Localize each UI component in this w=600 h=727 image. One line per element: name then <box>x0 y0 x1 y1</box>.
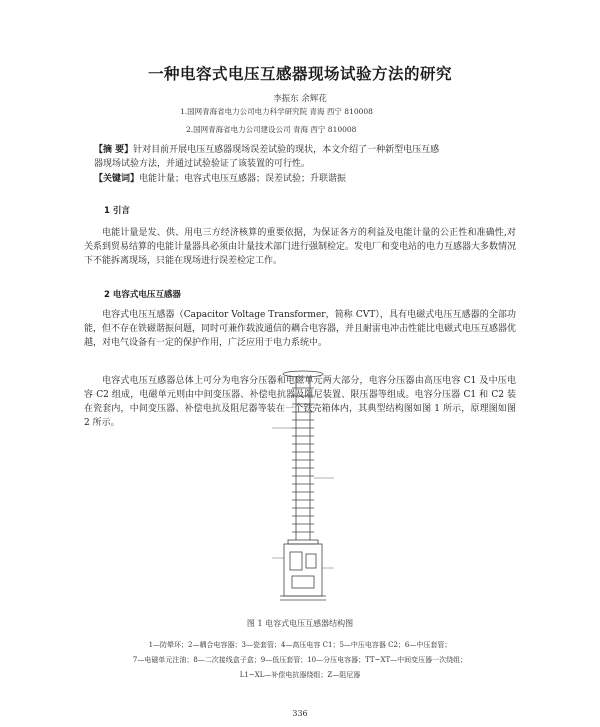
keywords: 电能计量；电容式电压互感器；误差试验；升联谐振 <box>139 174 347 184</box>
section-2-paragraph-1: 电容式电压互感器（Capacitor Voltage Transformer，简称 CVT），具有电磁式电压互感器的全部功能，但不存在铁磁谐振问题，同时可兼作载波通信的耦合电容器，并且耐雷电冲击性能比电磁式电压互感器优越，对电气设备有一定的保护作用，广泛应用于电力系统中。 <box>84 310 517 348</box>
terminal-box <box>292 576 314 588</box>
abstract <box>94 143 439 157</box>
compensating-reactor <box>306 554 316 568</box>
section-1-paragraph: 电能计量是发、供、用电三方经济核算的重要依据，为保证各方的利益及电能计量的公正性和准确性,对关系到贸易结算的电能计量器具必须由计量技术部门进行强制检定。发电厂和变电站的电力互感器大多数情况下不能拆离现场，只能在现场进行误差检定工作。 <box>84 228 517 266</box>
affiliation-1: 1.国网青海省电力公司电力科学研究院 青海 西宁 810008 <box>180 107 373 116</box>
abstract-line-1: 针对目前开展电压互感器现场误差试验的现状，本文介绍了一种新型电压互感 <box>133 145 440 155</box>
keywords-line <box>94 172 346 186</box>
abstract-label: 【摘 要】 <box>94 145 134 155</box>
paper-title: 一种电容式电压互感器现场试验方法的研究 <box>147 65 452 83</box>
section-heading-1: 1 引言 <box>104 206 130 216</box>
authors: 李振东 余辉花 <box>273 94 327 104</box>
flange <box>288 540 318 544</box>
section-heading-2: 2 电容式电压互感器 <box>104 290 181 300</box>
grading-ring <box>283 371 323 377</box>
cvt-structure-figure <box>272 368 334 608</box>
porcelain-sheds <box>292 388 314 532</box>
figure-legend-line-2: 7—电磁单元注油；8—二次接线盒子盒；9—低压套管；10—分压电容器；TT~XT—中间变压器一次绕组； <box>132 656 468 664</box>
figure-legend-line-1: 1—防晕环；2—耦合电容器；3—瓷套管；4—高压电容 C1；5—中压电容器 C2；6—中压套管； <box>148 641 452 649</box>
abstract-line-2: 器现场试验方法，并通过试验验证了该装置的可行性。 <box>94 159 311 169</box>
intermediate-transformer <box>290 552 302 570</box>
page-number: 336 <box>292 709 308 718</box>
keywords-label: 【关键词】 <box>94 174 140 184</box>
figure-caption: 图 1 电容式电压互感器结构图 <box>246 619 354 628</box>
figure-legend-line-3: L1~XL—补偿电抗器绕组；Z—阻尼器 <box>239 671 361 679</box>
section-2-paragraph-2: 电容式电压互感器总体上可分为电容分压器和电磁单元两大部分，电容分压器由高压电容 C1 及中压电容 C2 组成，电磁单元则由中间变压器、补偿电抗器及阻尼装置、限压器等组成。电容分压器 C1 和 C2 装在瓷套内，中间变压器、补偿电抗及阻尼器等装在一个铁壳箱体内，其典型结构图如图 1 所示，原理图如图 2 所示。 <box>84 376 516 428</box>
affiliation-2: 2.国网青海省电力公司建设公司 青海 西宁 810008 <box>186 125 357 134</box>
